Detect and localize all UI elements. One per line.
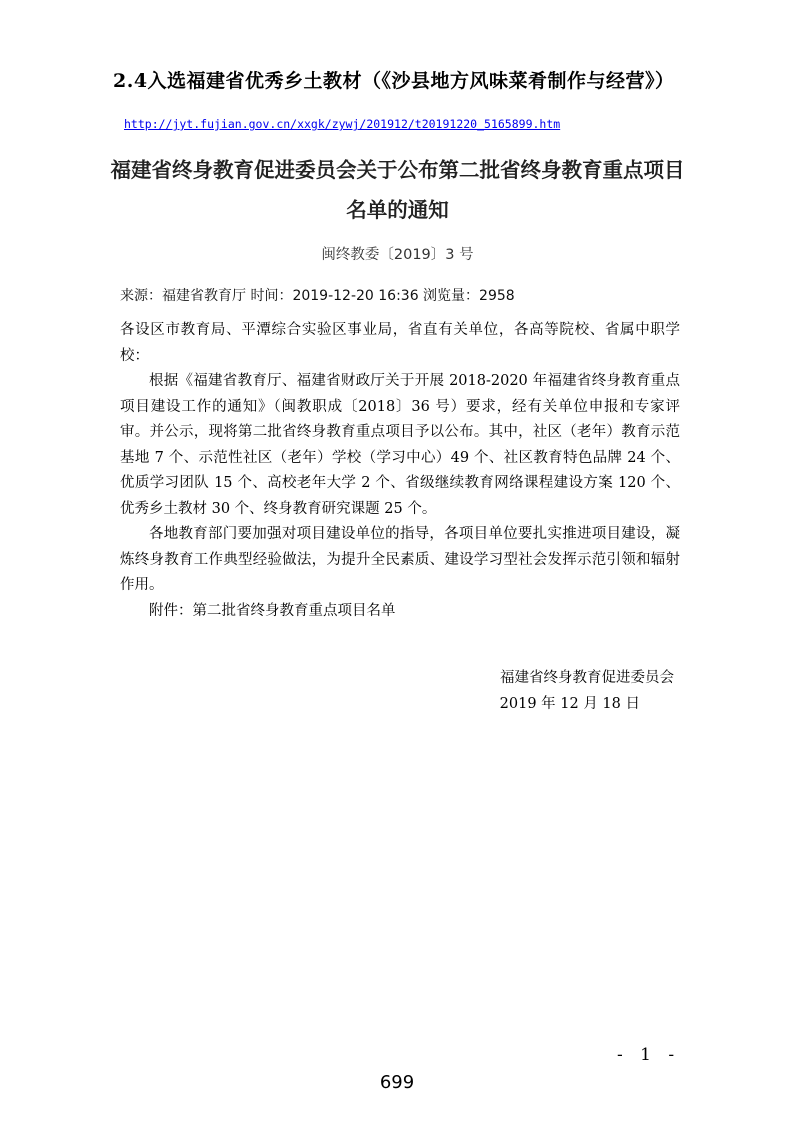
signature-organization: 福建省终身教育促进委员会: [500, 670, 674, 686]
body-paragraph: 根据《福建省教育厅、福建省财政厅关于开展 2018-2020 年福建省终身教育重点项目建设工作的通知》（闽教职成〔2018〕36 号）要求，经有关单位申报和专家评审。并公示，现将第二批省终身教育重点项目予以公布。其中，社区（老年）教育示范基地 7 个、示范性社区（老年）学校（学习中心）49 个、社区教育特色品牌 24 个、优质学习团队 15 个、高校老年大学 2 个、省级继续教育网络课程建设方案 120 个、优秀乡土教材 30 个、终身教育研究课题 25 个。: [120, 373, 680, 517]
notice-body: [120, 318, 680, 624]
source-meta-line: 来源：福建省教育厅 时间：2019-12-20 16:36 浏览量：2958: [120, 288, 515, 304]
document-number: 闽终教委〔2019〕3 号: [321, 247, 474, 263]
signature-date: 2019 年 12 月 18 日: [499, 696, 640, 712]
addressee: 各设区市教育局、平潭综合实验区事业局，省直有关单位，各高等院校、省属中职学校：: [120, 322, 680, 364]
signature-block: [114, 665, 674, 717]
source-url-link[interactable]: http://jyt.fujian.gov.cn/xxgk/zywj/201912/t20191220_5165899.htm: [124, 117, 561, 131]
notice-title: 福建省终身教育促进委员会关于公布第二批省终身教育重点项目名单的通知: [110, 158, 685, 222]
attachment-line: 附件：第二批省终身教育重点项目名单: [149, 602, 396, 619]
section-heading: 2.4入选福建省优秀乡土教材（《沙县地方风味菜肴制作与经营》）: [113, 70, 675, 92]
page-number: 699: [379, 1072, 415, 1093]
page-marker: - 1 -: [617, 1045, 681, 1065]
body-paragraph: 各地教育部门要加强对项目建设单位的指导，各项目单位要扎实推进项目建设，凝炼终身教育工作典型经验做法，为提升全民素质、建设学习型社会发挥示范引领和辐射作用。: [120, 526, 680, 593]
